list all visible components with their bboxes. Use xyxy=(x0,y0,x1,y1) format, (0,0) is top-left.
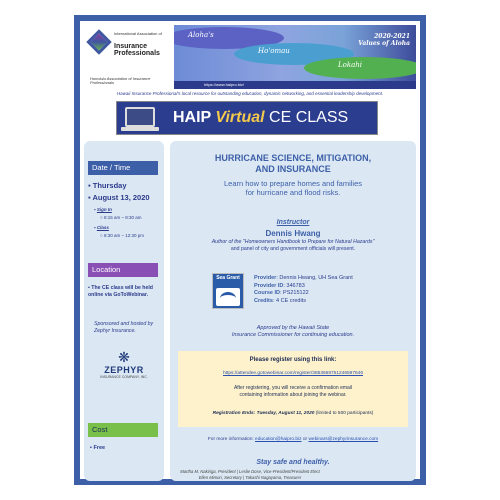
zephyr-sub: INSURANCE COMPANY, INC. xyxy=(100,375,148,379)
registration-after-line: containing information about joining the webinar. xyxy=(239,391,347,398)
class-time-text: 8:30 am – 12:30 pm xyxy=(103,233,144,238)
banner-word: Lokahi xyxy=(338,61,363,69)
course-id-row xyxy=(254,290,353,298)
provider-id-label: Provider ID xyxy=(254,282,284,289)
instructor-desc-line: Author of the "Homeowners Handbook to Prepare for Natural Hazards" xyxy=(211,239,375,245)
course-id-value: : PS215122 xyxy=(279,290,309,296)
registration-after-line: After registering, you will receive a confirmation email xyxy=(233,385,353,391)
registration-after xyxy=(178,385,408,398)
flyer xyxy=(74,15,426,485)
title-prefix: HAIP xyxy=(173,109,211,126)
sea-grant-label: Sea Grant xyxy=(216,275,240,281)
zephyr-swirl-icon: ❋ xyxy=(118,349,130,365)
credits-value: : 4 CE credits xyxy=(272,297,306,304)
logo-name: Insurance Professionals xyxy=(114,43,160,57)
sea-grant-logo xyxy=(212,273,244,309)
year: 2020-2021 xyxy=(374,33,410,40)
year-badge xyxy=(358,33,410,47)
event-title xyxy=(170,153,416,175)
title-virtual: Virtual xyxy=(215,109,265,126)
closing-message: Stay safe and healthy. xyxy=(256,459,330,466)
diamond-logo-icon xyxy=(86,29,111,54)
event-title-line: AND INSURANCE xyxy=(255,164,331,174)
course-id-label: Course ID xyxy=(254,290,280,296)
event-subtitle-line: Learn how to prepare homes and families xyxy=(224,179,362,188)
registration-deadline xyxy=(178,411,408,416)
provider-id-row xyxy=(254,283,353,291)
location-heading: Location xyxy=(88,263,158,277)
laptop-base-icon xyxy=(121,127,159,131)
laptop-icon xyxy=(125,107,155,127)
values-banner xyxy=(174,25,416,81)
instructor-heading: Instructor xyxy=(276,219,310,226)
date-heading: Date / Time xyxy=(88,161,158,175)
zephyr-logo xyxy=(92,349,156,393)
cost-value: ▪ Free xyxy=(90,445,106,451)
motto: Values of Aloha xyxy=(358,40,410,47)
page-title xyxy=(173,109,348,127)
sponsor-text: Sponsored and hosted by Zephyr Insurance. xyxy=(94,321,154,334)
logo-subtitle: Honolulu Association of Insurance Professionals xyxy=(90,76,151,85)
signin: ▪ Sign In xyxy=(94,207,112,212)
class: ▪ Class xyxy=(94,225,109,230)
header xyxy=(84,25,416,89)
signin-label: Sign In xyxy=(96,207,112,212)
provider-label: Provider xyxy=(254,275,277,281)
instructor-description xyxy=(180,239,406,253)
event-title-line: HURRICANE SCIENCE, MITIGATION, xyxy=(214,153,372,163)
approval-line: Approved by the Hawaii State xyxy=(256,325,330,331)
location-text-body: The CE class will be held online via GoToWebinar. xyxy=(88,285,153,298)
cost-value-text: Free xyxy=(93,445,106,451)
banner-word: Aloha's xyxy=(188,31,214,39)
day-text: Thursday xyxy=(92,181,127,190)
credits-row xyxy=(254,298,353,306)
title-banner xyxy=(116,101,378,135)
event-subtitle-line: for hurricane and flood risks. xyxy=(245,188,341,197)
instructor-name: Dennis Hwang xyxy=(265,229,321,238)
signin-time: ○ 8:15 am – 8:30 am xyxy=(100,215,142,220)
officers-footer xyxy=(84,469,416,481)
registration-box xyxy=(178,351,408,427)
provider-value: : Dennis Hwang, UH Sea Grant xyxy=(276,275,353,281)
event-subtitle xyxy=(170,179,416,197)
signin-time-text: 8:15 am – 8:30 am xyxy=(103,215,142,220)
info-prefix: For more information: xyxy=(207,437,256,442)
class-time: ○ 8:30 am – 12:30 pm xyxy=(100,233,144,238)
wave-icon xyxy=(216,288,240,306)
sidebar xyxy=(84,141,164,481)
info-email-link[interactable]: education@haipro.biz xyxy=(255,437,302,442)
association-logo xyxy=(84,25,174,89)
registration-ends-note: (limited to 500 participants) xyxy=(314,411,374,416)
zephyr-name: ZEPHYR xyxy=(104,365,144,375)
approval-note xyxy=(170,325,416,339)
provider-info xyxy=(254,275,353,305)
provider-row xyxy=(254,275,353,283)
logo-small-text: International Association of xyxy=(114,31,162,36)
registration-link[interactable]: https://attendee.gotowebinar.com/register/3853668751246597646 xyxy=(222,371,364,376)
tagline: Hawaii Insurance Professional's local resource for outstanding education, dynamic networking, and essential leadership development. xyxy=(116,91,384,96)
credits-label: Credits xyxy=(254,297,273,304)
date-text: August 13, 2020 xyxy=(92,193,150,202)
location-text: ▪ The CE class will be held online via GoToWebinar. xyxy=(88,285,153,298)
registration-heading: Please register using this link: xyxy=(249,357,337,363)
footer-line: Martha M. Nakiriga, President | Leslie Dose, Vice-President/President Elect xyxy=(180,469,320,474)
registration-ends-label: Registration Ends: Tuesday, August 11, 2020 xyxy=(212,411,315,416)
footer-line: Ellen Mimori, Secretary | Takashi Nagayama, Treasurer xyxy=(198,475,302,480)
class-label: Class xyxy=(96,225,109,230)
approval-line: Insurance Commissioner for continuing education. xyxy=(231,332,355,338)
date: ▪ August 13, 2020 xyxy=(88,193,150,202)
title-rest: CE CLASS xyxy=(269,109,349,126)
more-info xyxy=(170,437,416,442)
main-content xyxy=(170,141,416,481)
instructor-desc-line: and panel of city and government officials will present. xyxy=(230,246,356,252)
info-email-link[interactable]: webinars@zephyrinsurance.com xyxy=(308,437,379,442)
provider-id-value: : 346783 xyxy=(283,282,305,289)
day: ▪ Thursday xyxy=(88,181,127,190)
info-or: or xyxy=(301,437,309,442)
banner-word: Ho'omau xyxy=(258,47,290,55)
website-link[interactable]: https://www.haipro.biz/ xyxy=(174,81,416,89)
cost-heading: Cost xyxy=(88,423,158,437)
